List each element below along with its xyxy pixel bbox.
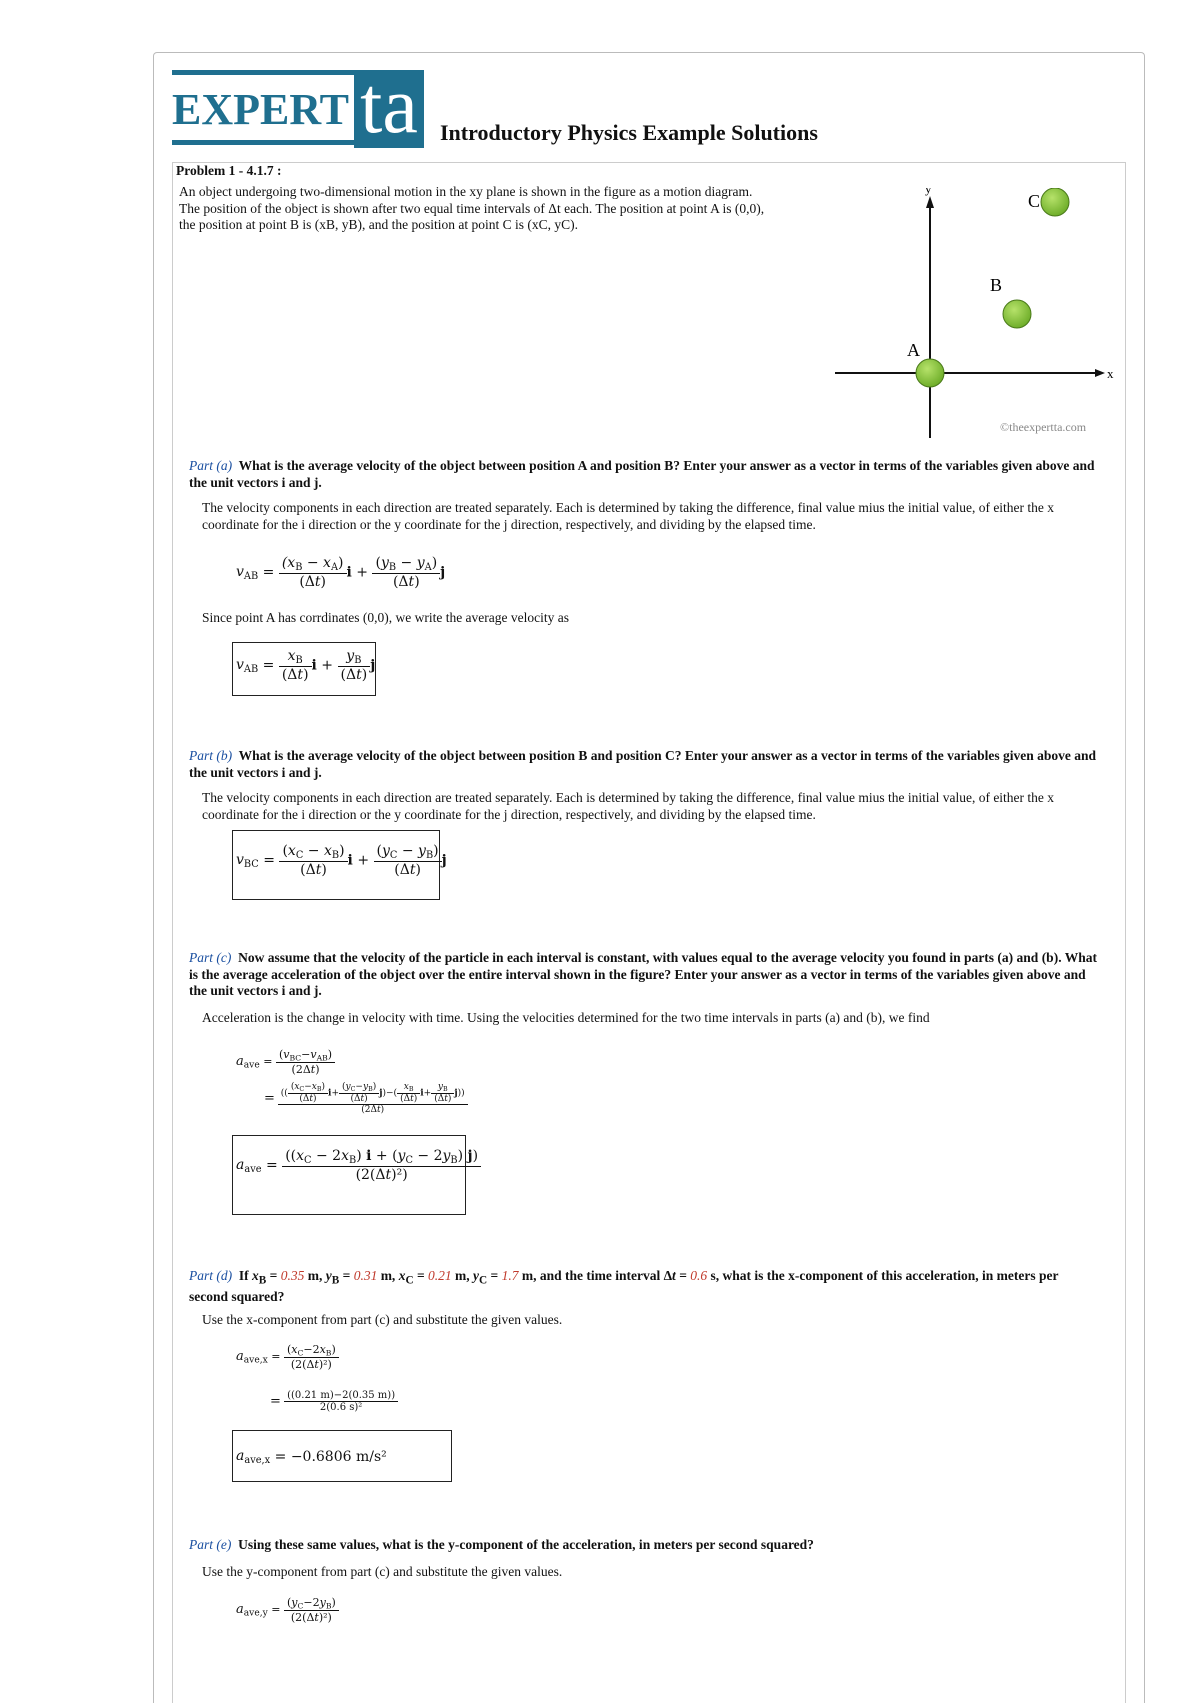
part-a-question: [189, 458, 1099, 491]
part-a-label: Part (a): [189, 458, 233, 473]
point-a-label: A: [907, 340, 920, 360]
part-c-acceleration-step-1: $a_{ave}$ = $\frac{(v_{BC}-v_{AB})}{(2\Delta t)}$: [236, 1048, 335, 1076]
part-b-answer: $v_{BC}$ = $\frac{(x_C - x_B)}{(\Delta t)}$ i + $\frac{(y_C - y_B)}{(\Delta t)}$ j: [236, 843, 447, 878]
problem-title: Problem 1 - 4.1.7 :: [176, 163, 282, 178]
logo-bar-bottom: [172, 140, 354, 145]
point-a-ball: [916, 359, 944, 387]
part-d-label: Part (d): [189, 1268, 233, 1283]
logo-word: EXPERT: [172, 85, 349, 134]
logo-mark: ta: [354, 70, 424, 148]
part-c-question-text: Now assume that the velocity of the particle in each interval is constant, with values equal to the average velocity you found in parts (a) and (b). What is the average acceleration of the object over the entire interval shown in the figure? Enter your answer as a vector in terms of the variables given above and the unit vectors i and j.: [189, 950, 1097, 998]
part-c-acceleration-step-2: = (( $\frac{(x_C-x_B)}{(\Delta t)}$ i+ $\frac{(y_C-y_B)}{(\Delta t)}$ j)−( $\frac{x_B}{(\Delta t)}$ i+ $\frac{y_B}{(\Delta t)}$ j)) (2Δt): [264, 1082, 468, 1115]
part-d-answer: $a_{ave,x} = -0.6806$ m/s²: [236, 1448, 387, 1466]
part-c-answer: $a_{ave}$ = $\frac{((x_C - 2x_B) i + (y_C - 2y_B) j)}{\text{(2(Δt)²)}}$: [236, 1148, 481, 1183]
y-axis-arrow-icon: [926, 196, 934, 208]
part-d-if: If: [238, 1268, 249, 1283]
part-a-answer: $v_{AB}$ = $\frac{x_B}{(\Delta t)}$ i + $\frac{y_B}{(\Delta t)}$ j: [236, 648, 376, 683]
part-e-formula: $a_{ave,y}$ = $\frac{(y_C-2y_B)}{\text{(2(Δt)²)}}$: [236, 1596, 339, 1624]
logo-bar-top: [172, 70, 354, 75]
part-d-question-tail: what is the x-component of this acceleration, in meters per second squared?: [189, 1268, 1059, 1305]
part-e-label: Part (e): [189, 1537, 232, 1552]
problem-line-3: the position at point B is (xB, yB), and the position at point C is (xC, yC).: [179, 217, 578, 232]
problem-line-2: The position of the object is shown after two equal time intervals of Δt each. The position at point A is (0,0),: [179, 200, 765, 216]
part-d-yc-value: 1.7: [501, 1268, 519, 1283]
part-d-yb-value: 0.31: [353, 1268, 378, 1283]
part-b-explanation: The velocity components in each direction are treated separately. Each is determined by taking the difference, final value mius the initial value, of either the x coordinate for the i direction or the y coordinate for the j direction, respectively, and dividing by the elapsed time.: [202, 790, 1055, 822]
part-d-xc-value: 0.21: [428, 1268, 452, 1283]
part-e-explanation: Use the y-component from part (c) and substitute the given values.: [202, 1564, 563, 1579]
y-axis-label: y: [925, 188, 932, 196]
part-b-label: Part (b): [189, 748, 233, 763]
point-b-ball: [1003, 300, 1031, 328]
point-c-ball: [1041, 188, 1069, 216]
part-d-sub-numerator: ((0.21 m)−2(0.35 m)): [284, 1390, 398, 1402]
part-d-sub-denominator: 2(0.6 s)²: [319, 1402, 363, 1413]
part-e-question-text: Using these same values, what is the y-component of the acceleration, in meters per second squared?: [238, 1537, 814, 1552]
part-c-explanation: Acceleration is the change in velocity with time. Using the velocities determined for the two time intervals in parts (a) and (b), we find: [202, 1010, 930, 1025]
point-b-label: B: [990, 275, 1003, 295]
part-d-xb-value: 0.35: [280, 1268, 305, 1283]
x-axis-arrow-icon: [1095, 369, 1105, 377]
part-e-question: [189, 1537, 1099, 1554]
part-d-result: −0.6806 m/s²: [290, 1448, 387, 1465]
part-d-dt-value: 0.6: [690, 1268, 708, 1283]
part-b-question: [189, 748, 1099, 781]
part-a-explanation-2: Since point A has corrdinates (0,0), we write the average velocity as: [202, 610, 570, 625]
part-c-question: [189, 950, 1099, 1000]
part-a-velocity-equation: $v_{AB}$ = $\frac{(x_B - x_A)}{(\Delta t)}$ i + $\frac{(y_B - y_A)}{(\Delta t)}$ j: [236, 555, 446, 590]
part-a-question-text: What is the average velocity of the object between position A and position B? Enter your answer as a vector in terms of the variables given above and the unit vectors i and j.: [189, 458, 1095, 490]
part-d-explanation: Use the x-component from part (c) and substitute the given values.: [202, 1312, 563, 1327]
part-b-question-text: What is the average velocity of the object between position B and position C? Enter your answer as a vector in terms of the variables given above and the unit vectors i and j.: [189, 748, 1096, 780]
problem-line-1: An object undergoing two-dimensional motion in the xy plane is shown in the figure as a motion diagram.: [179, 184, 753, 199]
part-d-formula: $a_{ave,x}$ = $\frac{(x_C-2x_B)}{\text{(2(Δt)²)}}$: [236, 1343, 339, 1371]
part-d-question: Part (d) If $x_B = 0.35$ m, $y_B = 0.31$ m, $x_C = 0.21$ m, $y_C = 1.7$ m, and the time interval Δt = 0.6 s, what is the x-component of this acceleration, in meters per second squared?: [189, 1268, 1059, 1305]
motion-diagram: [835, 188, 1120, 438]
part-d-substitution: = $\frac{((0.21 m)-2(0.35 m))}{\text{2(0.6 s)²}}$: [270, 1390, 398, 1413]
part-a-explanation: The velocity components in each direction are treated separately. Each is determined by taking the difference, final value mius the initial value, of either the x coordinate for the i direction or the y coordinate for the j direction, respectively, and dividing by the elapsed time.: [202, 500, 1055, 532]
x-axis-label: x: [1107, 366, 1114, 381]
page-title: Introductory Physics Example Solutions: [440, 120, 818, 145]
point-c-label: C: [1028, 191, 1041, 211]
copyright-text: ©theexpertta.com: [1000, 420, 1087, 434]
part-c-label: Part (c): [189, 950, 232, 965]
expert-ta-logo: [172, 62, 422, 150]
problem-statement: [179, 184, 799, 234]
